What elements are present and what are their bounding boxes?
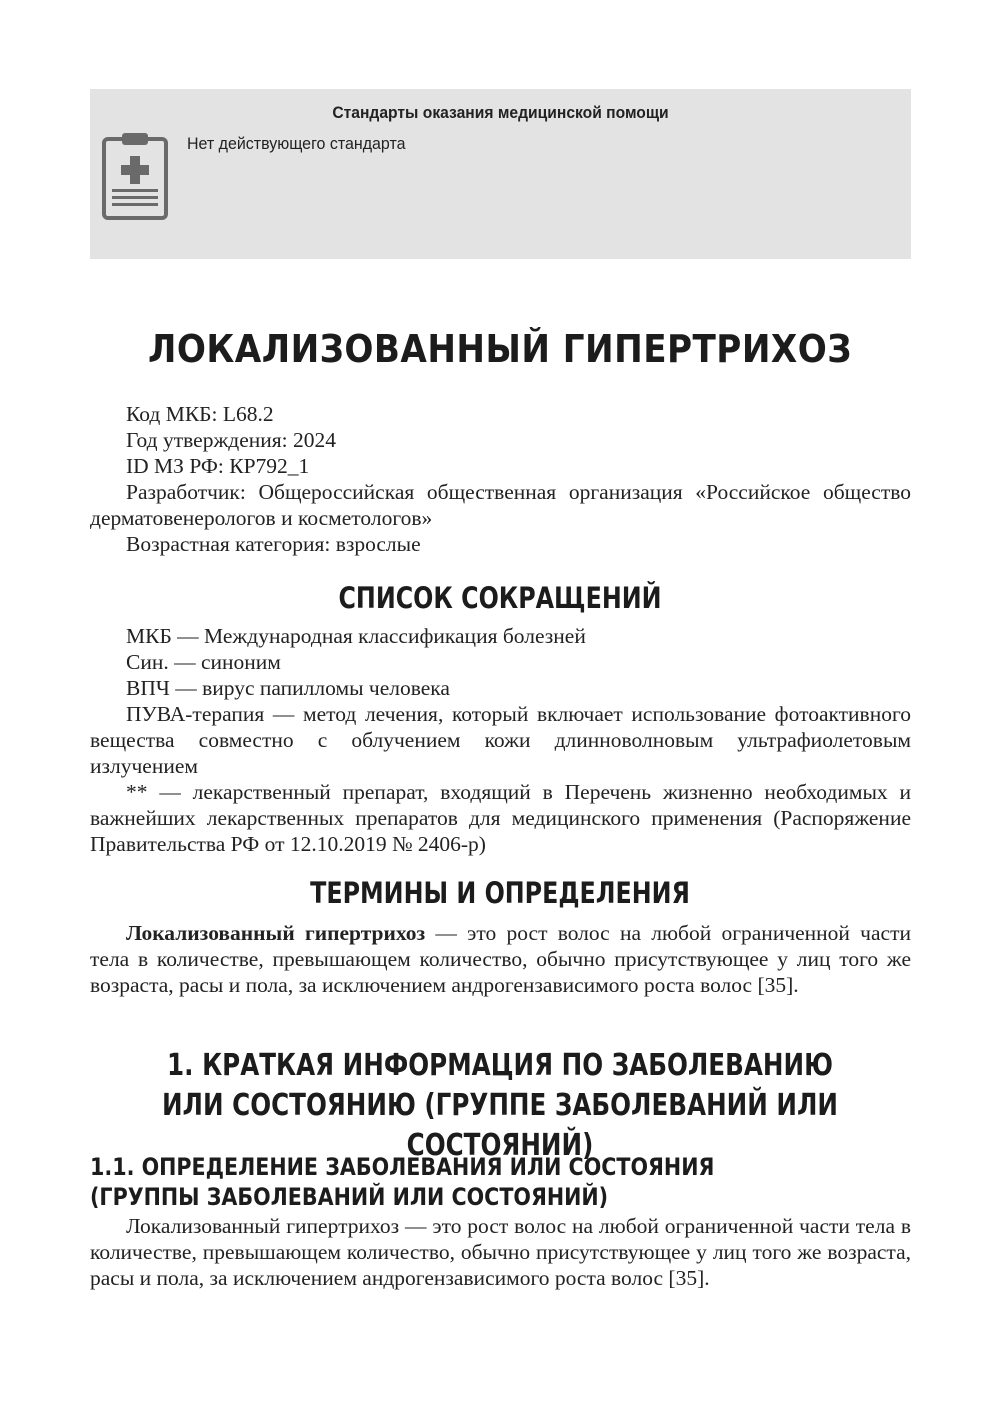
section-1-1-body <box>90 1213 911 1291</box>
section-1-heading-line1: 1. КРАТКАЯ ИНФОРМАЦИЯ ПО ЗАБОЛЕВАНИЮ <box>167 1048 833 1083</box>
abbreviation-item: ПУВА-терапия — метод лечения, который включает использование фотоактивного вещества совместно с облучением кожи длинноволновым ультрафиолетовым излучением <box>90 702 911 778</box>
section-1-1-heading-line1: 1.1. ОПРЕДЕЛЕНИЕ ЗАБОЛЕВАНИЯ ИЛИ СОСТОЯНИЯ <box>90 1153 715 1181</box>
meta-id: ID МЗ РФ: КР792_1 <box>126 454 310 478</box>
meta-icd: Код МКБ: L68.2 <box>126 402 274 426</box>
term-text: — это рост волос на любой ограниченной части тела в количестве, превышающем количество, обычно присутствующее у лиц того же возраста, расы и пола, за исключением андрогензависимого роста волос [35]. <box>90 921 911 997</box>
section-1-heading-line2: ИЛИ СОСТОЯНИЮ (ГРУППЕ ЗАБОЛЕВАНИЙ ИЛИ СОСТОЯНИЙ) <box>161 1088 839 1163</box>
clipboard-medical-icon <box>101 131 171 221</box>
meta-age: Возрастная категория: взрослые <box>126 532 421 556</box>
section-1-1-text: Локализованный гипертрихоз — это рост волос на любой ограниченной части тела в количестве, превышающем количество, обычно присутствующее у лиц того же возраста, расы и пола, за исключением андрогензависимого роста волос [35]. <box>90 1214 911 1290</box>
standards-box-text: Нет действующего стандарта <box>187 134 406 153</box>
term-definition <box>90 920 911 998</box>
abbreviations-heading: СПИСОК СОКРАЩЕНИЙ <box>338 581 662 615</box>
term-name: Локализованный гипертрихоз <box>126 921 426 945</box>
abbreviations-list <box>90 623 911 857</box>
section-1-1-heading-line2: (ГРУППЫ ЗАБОЛЕВАНИЙ ИЛИ СОСТОЯНИЙ) <box>90 1183 609 1211</box>
abbreviation-item: МКБ — Международная классификация болезней <box>126 624 586 648</box>
page-title: ЛОКАЛИЗОВАННЫЙ ГИПЕРТРИХОЗ <box>148 327 852 371</box>
abbreviation-item: ** — лекарственный препарат, входящий в Перечень жизненно необходимых и важнейших лекарственных препаратов для медицинского применения (Распоряжение Правительства РФ от 12.10.2019 № 2406-р) <box>90 780 911 856</box>
meta-info <box>90 401 911 557</box>
terms-block <box>90 920 911 998</box>
abbreviation-item: Син. — синоним <box>126 650 281 674</box>
terms-heading: ТЕРМИНЫ И ОПРЕДЕЛЕНИЯ <box>310 876 690 910</box>
section-1-1-heading <box>90 1152 714 1212</box>
meta-developer: Разработчик: Общероссийская общественная организация «Российское общество дерматовенерологов и косметологов» <box>90 480 911 530</box>
standards-box-title: Стандарты оказания медицинской помощи <box>332 103 669 122</box>
meta-year: Год утверждения: 2024 <box>126 428 337 452</box>
abbreviation-item: ВПЧ — вирус папилломы человека <box>126 676 450 700</box>
standards-box <box>90 89 911 259</box>
section-1-heading <box>90 1046 910 1166</box>
